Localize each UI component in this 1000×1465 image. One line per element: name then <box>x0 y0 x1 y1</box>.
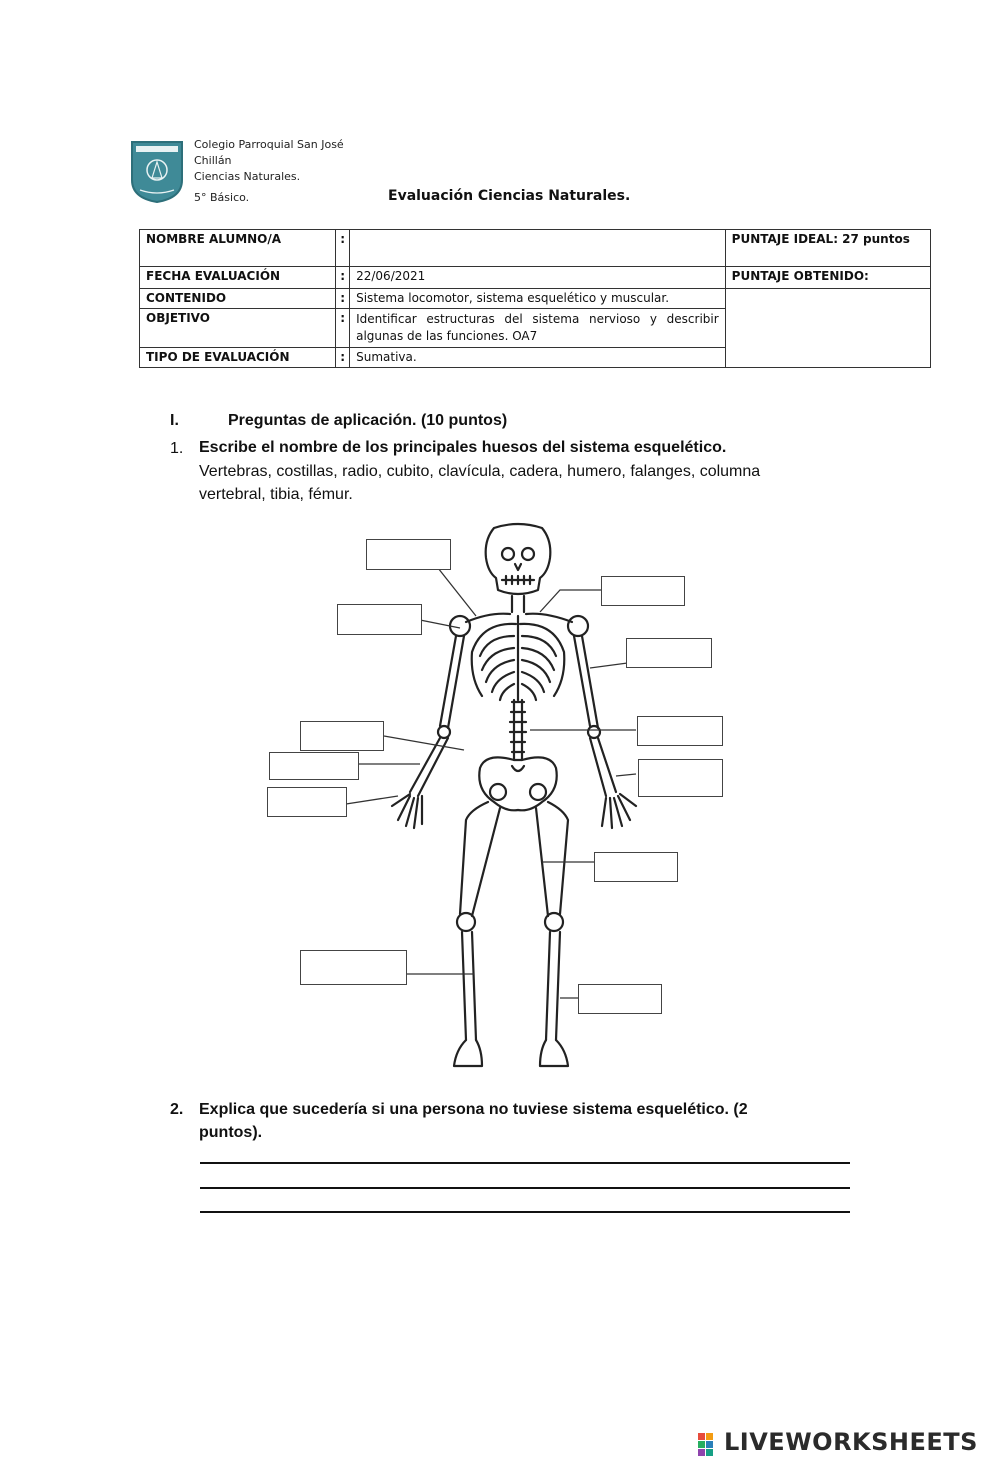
humerus-right <box>574 636 590 726</box>
label-student-name: NOMBRE ALUMNO/A <box>140 230 336 267</box>
table-row: NOMBRE ALUMNO/A : PUNTAJE IDEAL: 27 puntos <box>140 230 931 267</box>
table-row: OBJETIVO : Identificar estructuras del sistema nervioso y describir algunas de las funciones. OA7 <box>140 309 931 348</box>
liveworksheets-brand: LIVEWORKSHEETS <box>724 1428 978 1456</box>
foot-left <box>454 1040 482 1066</box>
label-content: CONTENIDO <box>140 289 336 309</box>
spine <box>510 702 526 752</box>
answer-box[interactable] <box>637 716 723 746</box>
obtained-score-box <box>725 289 930 368</box>
humerus-left <box>440 636 456 726</box>
school-name: Colegio Parroquial San José <box>194 138 344 151</box>
liveworksheets-logo-icon <box>698 1433 722 1457</box>
section-numeral: I. <box>170 412 179 429</box>
clavicle-right <box>526 614 572 622</box>
answer-box[interactable] <box>337 604 422 635</box>
question-2-number: 2. <box>170 1101 184 1118</box>
clavicle-left <box>466 614 510 622</box>
question-2-text-cont: puntos). <box>199 1124 263 1141</box>
answer-box[interactable] <box>269 752 359 780</box>
table-row: CONTENIDO : Sistema locomotor, sistema esquelético y muscular. <box>140 289 931 309</box>
obtained-score: PUNTAJE OBTENIDO: <box>725 267 930 289</box>
page-title: Evaluación Ciencias Naturales. <box>388 188 631 204</box>
grade-level: 5° Básico. <box>194 191 250 204</box>
forearm-right <box>590 738 616 796</box>
student-info-table <box>139 229 931 368</box>
label-objective: OBJETIVO <box>140 309 336 348</box>
femur-right <box>548 802 568 914</box>
answer-box[interactable] <box>638 759 723 797</box>
answer-box[interactable] <box>594 852 678 882</box>
question-1-number: 1. <box>170 440 184 457</box>
date-value: 22/06/2021 <box>350 267 726 289</box>
label-date: FECHA EVALUACIÓN <box>140 267 336 289</box>
answer-line[interactable] <box>200 1187 850 1189</box>
school-city: Chillán <box>194 154 232 167</box>
school-logo <box>130 140 184 204</box>
answer-line[interactable] <box>200 1162 850 1164</box>
answer-box[interactable] <box>300 721 384 751</box>
objective-value: Identificar estructuras del sistema nervioso y describir algunas de las funciones. OA7 <box>350 309 726 348</box>
word-bank-line-1: Vertebras, costillas, radio, cubito, clavícula, cadera, humero, falanges, columna <box>199 463 761 480</box>
table-row: FECHA EVALUACIÓN : 22/06/2021 PUNTAJE OBTENIDO: <box>140 267 931 289</box>
table-row: TIPO DE EVALUACIÓN : Sumativa. <box>140 348 931 368</box>
tibia-right <box>546 932 560 1040</box>
answer-box[interactable] <box>626 638 712 668</box>
tibia-left <box>462 932 476 1040</box>
ideal-score: PUNTAJE IDEAL: 27 puntos <box>725 230 930 267</box>
label-eval-type: TIPO DE EVALUACIÓN <box>140 348 336 368</box>
question-2-text: Explica que sucedería si una persona no tuviese sistema esquelético. (2 <box>199 1101 748 1118</box>
content-value: Sistema locomotor, sistema esquelético y muscular. <box>350 289 726 309</box>
word-bank-line-2: vertebral, tibia, fémur. <box>199 486 353 503</box>
question-1-text: Escribe el nombre de los principales huesos del sistema esquelético. <box>199 439 727 456</box>
answer-box[interactable] <box>601 576 685 606</box>
answer-box[interactable] <box>366 539 451 570</box>
eval-type-value: Sumativa. <box>350 348 726 368</box>
foot-right <box>540 1040 568 1066</box>
answer-box[interactable] <box>300 950 407 985</box>
student-name-field[interactable] <box>350 230 726 267</box>
answer-box[interactable] <box>578 984 662 1014</box>
section-title: Preguntas de aplicación. (10 puntos) <box>228 412 508 429</box>
hand-left <box>392 794 422 828</box>
hand-right <box>602 794 636 828</box>
pelvis <box>479 757 556 810</box>
answer-box[interactable] <box>267 787 347 817</box>
femur-left <box>460 802 488 914</box>
subject-name: Ciencias Naturales. <box>194 170 301 183</box>
answer-line[interactable] <box>200 1211 850 1213</box>
